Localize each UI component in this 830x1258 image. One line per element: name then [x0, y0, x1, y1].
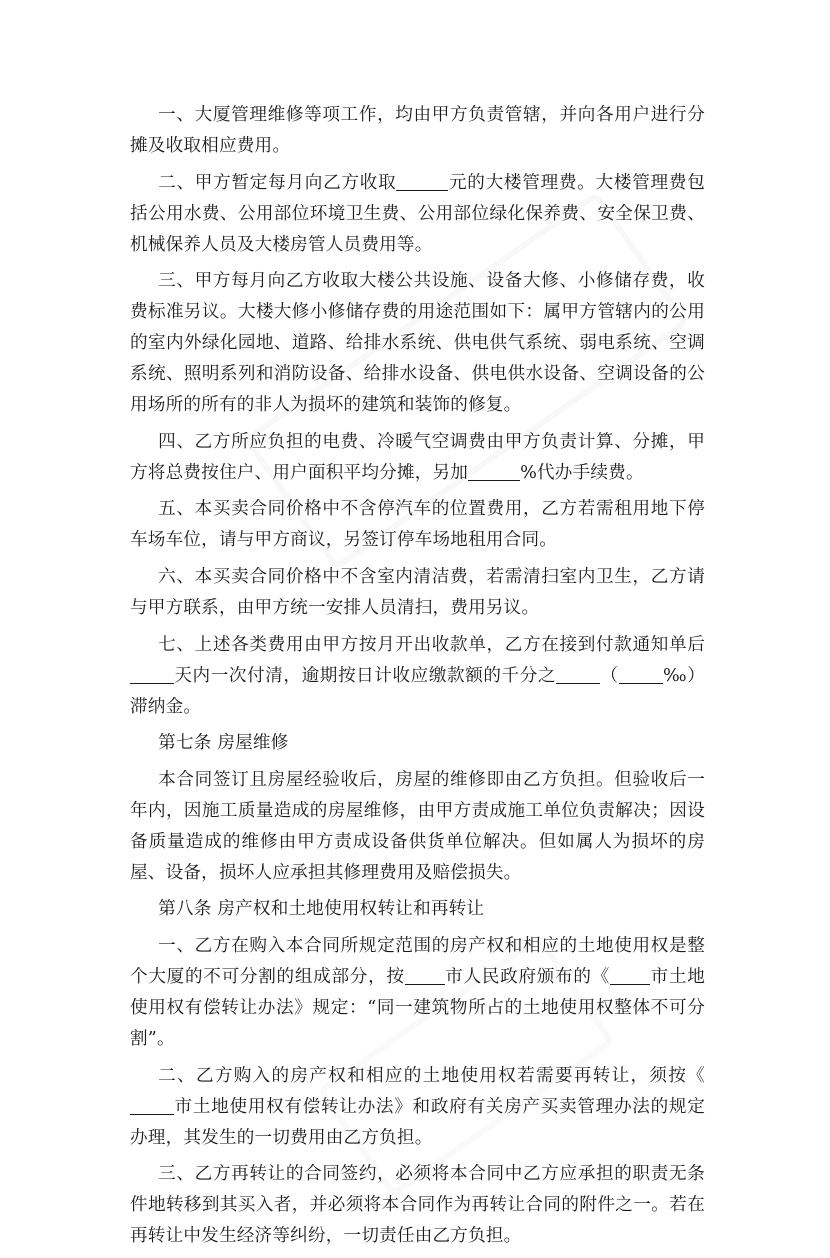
paragraph-text: 市土地使用权有偿转让办法》规定：“同一建筑物所占的土地使用权整体不可分割”。 [130, 966, 705, 1049]
heading-text: 第七条 房屋维修 [158, 733, 289, 754]
paragraph-text: 天内一次付清，逾期按日计收应缴款额的千分之 [174, 665, 557, 686]
document-body [130, 100, 705, 1258]
article-8-heading [130, 894, 705, 925]
article-7-heading [130, 728, 705, 759]
paragraph-text: 一、大厦管理维修等项工作，均由甲方负责管辖，并向各用户进行分摊及收取相应费用。 [130, 105, 705, 156]
paragraph-text: 本合同签订且房屋经验收后，房屋的维修即由乙方负担。但验收后一年内，因施工质量造成的房屋维修，由甲方责成施工单位负责解决；因设备质量造成的维修由甲方责成设备供货单位解决。但如属人为损坏的房屋、设备，损坏人应承担其修理费用及赔偿损失。 [130, 769, 705, 883]
blank-field[interactable] [130, 663, 174, 684]
paragraph-text: 元的大楼管理费。大楼管理费包括公用水费、公用部位环境卫生费、公用部位绿化保养费、安全保卫费、机械保养人员及大楼房管人员费用等。 [130, 172, 705, 255]
paragraph-text: 二、甲方暂定每月向乙方收取 [158, 172, 397, 193]
paragraph-text: 一、乙方在购入本合同所规定范围的房产权和相应的土地使用权是整个大厦的不可分割的组成部分，按 [130, 935, 705, 987]
heading-text: 第八条 房产权和土地使用权转让和再转让 [158, 899, 485, 920]
paragraph-5 [130, 494, 705, 556]
paragraph-text: 四、乙方所应负担的电费、冷暖气空调费由甲方负责计算、分摊，甲方将总费按住户、用户面积平均分摊，另加 [130, 431, 705, 483]
paragraph-text: 三、乙方再转让的合同签约，必须将本合同中乙方应承担的职责无条件地转移到其买入者，并必须将本合同作为再转让合同的附件之一。若在再转让中发生经济等纠纷，一切责任由乙方负担。 [130, 1164, 705, 1247]
blank-field[interactable] [396, 170, 448, 191]
paragraph-1 [130, 100, 705, 162]
paragraph-text: 二、乙方购入的房产权和相应的土地使用权若需要再转让，须按《 [158, 1065, 705, 1086]
blank-field[interactable] [468, 460, 520, 481]
paragraph-10 [130, 1061, 705, 1154]
paragraph-3 [130, 266, 705, 421]
paragraph-6 [130, 562, 705, 624]
paragraph-text: 市人民政府颁布的《 [444, 966, 611, 987]
paragraph-text: ‰）滞纳金。 [130, 665, 706, 717]
paragraph-9 [130, 931, 705, 1055]
paragraph-text: （ [600, 665, 619, 686]
paragraph-4 [130, 427, 705, 489]
paragraph-7 [130, 630, 705, 723]
blank-field[interactable] [130, 1094, 174, 1115]
paragraph-text: 六、本买卖合同价格中不含室内清洁费，若需清扫室内卫生，乙方请与甲方联系，由甲方统一安排人员清扫，费用另议。 [130, 566, 705, 618]
blank-field[interactable] [556, 663, 600, 684]
paragraph-text: %代办手续费。 [520, 462, 644, 483]
blank-field[interactable] [619, 663, 663, 684]
paragraph-11 [130, 1159, 705, 1252]
paragraph-2 [130, 168, 705, 261]
paragraph-8 [130, 765, 705, 889]
blank-field[interactable] [405, 964, 445, 985]
paragraph-text: 三、甲方每月向乙方收取大楼公共设施、设备大修、小修储存费，收费标准另议。大楼大修小修储存费的用途范围如下：属甲方管辖内的公用的室内外绿化园地、道路、给排水系统、供电供气系统、弱电系统、空调系统、照明系列和消防设备、给排水设备、供电供水设备、空调设备的公用场所的所有的非人为损坏的建筑和装饰的修复。 [130, 271, 705, 416]
paragraph-text: 市土地使用权有偿转让办法》和政府有关房产买卖管理办法的规定办理，其发生的一切费用由乙方负担。 [130, 1096, 705, 1148]
paragraph-text: 七、上述各类费用由甲方按月开出收款单，乙方在接到付款通知单后 [158, 634, 705, 655]
paragraph-text: 五、本买卖合同价格中不含停汽车的位置费用，乙方若需租用地下停车场车位，请与甲方商议，另签订停车场地租用合同。 [130, 499, 705, 551]
blank-field[interactable] [610, 964, 650, 985]
